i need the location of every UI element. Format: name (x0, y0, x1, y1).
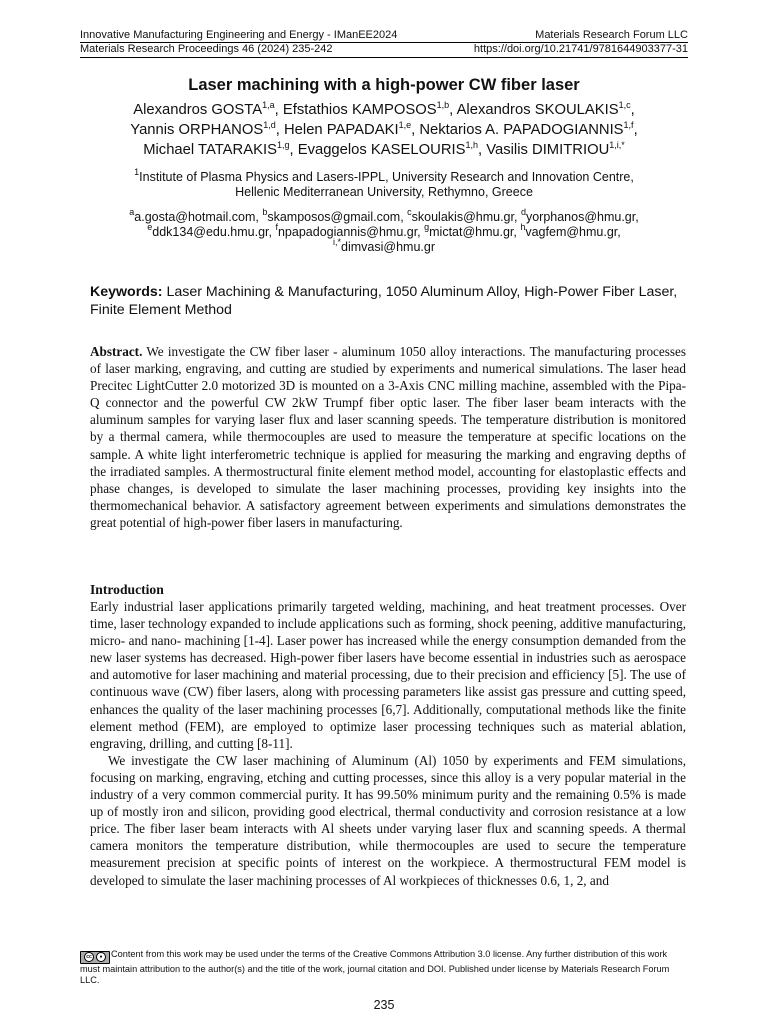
by-icon: ● (96, 952, 106, 962)
email-address[interactable]: vagfem@hmu.gr (525, 225, 618, 239)
keywords (90, 283, 686, 319)
author-sep: , (478, 142, 487, 158)
email-sup: d (520, 207, 526, 217)
affiliation-sup: 1 (134, 167, 140, 177)
email-address[interactable]: mictat@hmu.gr (429, 225, 514, 239)
keywords-text: Laser Machining & Manufacturing, 1050 Aluminum Alloy, High-Power Fiber Laser, Finite Element Method (90, 284, 678, 318)
email-sep: , (268, 225, 276, 239)
author-name: Alexandros SKOULAKIS (456, 102, 619, 118)
paper-title: Laser machining with a high-power CW fiber laser (188, 76, 580, 94)
email-sep: , (635, 210, 639, 224)
license-text: Content from this work may be used under the terms of the Creative Commons Attribution 3.0 license. Any further distribution of this work must maintain attribution to the author(s) and the title of the work, journal citation and DOI. Published under license by Materials Research Forum LLC. (80, 949, 670, 985)
affiliation (80, 167, 688, 200)
email-sup: f (275, 222, 278, 232)
author-sup: 1,d (263, 120, 276, 130)
author-name: Nektarios A. PAPADOGIANNIS (419, 122, 624, 138)
author-sup: 1,c (618, 100, 631, 110)
author-sup: 1,a (262, 100, 275, 110)
author-line-3 (80, 140, 688, 160)
intro-paragraph-2: We investigate the CW laser machining of Aluminum (Al) 1050 by experiments and FEM simulations, focusing on marking, engraving, etching and cutting processes, since this alloy is a very popular material in the industry of a very common commercial purity. It has 99.50% minimum purity and the remaining 0.5% is made up of mostly iron and silicon, providing good electrical, thermal conductivity and corrosion resistance at a low price. The fiber laser beam interacts with Al sheets under varying laser flux and scanning speeds. A thermal camera monitors the temperature distribution, while thermocouples are used to secure the temperature measurement precision at specific points of interest on the workpiece. A thermostructural FEM model is developed to simulate the laser machining processes of Al workpieces of thicknesses 0.6, 1, 2, and (90, 752, 686, 888)
abstract-text: We investigate the CW fiber laser - aluminum 1050 alloy interactions. The manufacturing processes of laser marking, engraving, and cutting are studied by experiments and numerical simulations. The laser head Precitec LightCutter 2.0 motorized 3D is mounted on a 3-Axis CNC milling machine, assembled with the Pipa-Q connector and the powerful CW 2kW Trumpf fiber optic laser. The fiber laser beam interacts with the aluminum samples for varying laser flux and laser scanning speeds. The temperature distribution is monitored by a thermal camera, while thermocouples are used to measure the temperature at specific locations on the sample. A white light interferometric technique is applied for measuring the marking and engraving depths of the irradiated samples. A thermostructural finite element method model, accounting for elastoplastic effects and phase changes, is developed to simulate the laser machining processes, providing key insights into the thermomechanical behavior. A satisfactory agreement between experiments and simulations demonstrates the great potential of high-power fiber lasers in manufacturing. (90, 344, 686, 530)
affiliation-line-1: Institute of Plasma Physics and Lasers-IPPL, University Research and Innovation Centre, (139, 170, 634, 184)
email-sup: e (147, 222, 153, 232)
author-sup: 1,e (398, 120, 412, 130)
email-sup: a (129, 207, 135, 217)
author-sep: , (411, 122, 420, 138)
author-name: Vasilis DIMITRIOU (486, 142, 610, 158)
author-sep: , (274, 102, 283, 118)
author-sup: 1,f (623, 120, 634, 130)
section-heading-introduction: Introduction (90, 582, 164, 597)
author-sep: , (289, 142, 298, 158)
cc-icon: cc (84, 952, 94, 962)
email-sup: h (520, 222, 526, 232)
author-name: Evaggelos KASELOURIS (297, 142, 466, 158)
email-list (80, 207, 688, 255)
email-sup: b (262, 207, 268, 217)
email-address[interactable]: a.gosta@hotmail.com (134, 210, 256, 224)
affiliation-line-2: Hellenic Mediterranean University, Rethymno, Greece (235, 185, 533, 199)
email-address[interactable]: dimvasi@hmu.gr (341, 240, 435, 254)
author-sep: , (449, 102, 457, 118)
email-sep: , (255, 210, 263, 224)
author-name: Helen PAPADAKI (284, 122, 399, 138)
intro-paragraph-1: Early industrial laser applications primarily targeted welding, machining, and heat treatment processes. Over time, laser technology expanded to include applications such as forming, shock peening, additive manufacturing, micro- and nano- machining [1-4]. Laser power has increased while the energy consumption demanded from the new laser systems has decreased. High-power fiber lasers have become essential in industries such as aerospace and automotive for laser machining and material processing, due to their precision and efficiency [5]. The use of continuous wave (CW) fiber lasers, along with processing parameters like assist gas pressure and cutting speed, enhances the quality of the laser machining processes [6,7]. Additionally, computational methods like the finite element method (FEM), are employed to optimize laser processing techniques such as material ablation, engraving, drilling, and cutting [8-11]. (90, 599, 686, 751)
introduction-body (90, 598, 686, 889)
author-sup: 1,b (436, 100, 450, 110)
email-sep: , (400, 210, 408, 224)
email-sup: i,* (333, 237, 342, 247)
abstract (90, 343, 686, 531)
email-sep: , (417, 225, 425, 239)
author-sup: 1,h (465, 140, 478, 150)
author-list (80, 100, 688, 160)
creative-commons-badge[interactable] (80, 951, 110, 964)
author-sep: , (630, 102, 635, 118)
conference-name: Innovative Manufacturing Engineering and Energy - IManEE2024 (80, 29, 398, 41)
author-sep: , (275, 122, 284, 138)
email-address[interactable]: npapadogiannis@hmu.gr (277, 225, 418, 239)
email-sup: g (424, 222, 430, 232)
license-notice (80, 949, 688, 987)
email-address[interactable]: skamposos@gmail.com (267, 210, 401, 224)
author-name: Michael TATARAKIS (143, 142, 277, 158)
page-number: 235 (373, 998, 395, 1012)
author-line-2 (80, 120, 688, 140)
abstract-label: Abstract. (90, 344, 143, 359)
email-sep: , (617, 225, 621, 239)
author-name: Alexandros GOSTA (133, 102, 263, 118)
doi-link[interactable]: https://doi.org/10.21741/9781644903377-31 (473, 43, 688, 55)
email-sep: , (513, 225, 521, 239)
author-line-1 (80, 100, 688, 120)
author-sup: 1,i,* (609, 140, 625, 150)
publisher-name: Materials Research Forum LLC (535, 29, 688, 41)
keywords-label: Keywords: (90, 284, 163, 300)
email-address[interactable]: skoulakis@hmu.gr (411, 210, 514, 224)
author-sup: 1,g (276, 140, 290, 150)
author-name: Yannis ORPHANOS (130, 122, 264, 138)
email-sep: , (513, 210, 521, 224)
email-sup: c (407, 207, 412, 217)
email-address[interactable]: yorphanos@hmu.gr (525, 210, 636, 224)
proceedings-info: Materials Research Proceedings 46 (2024) 235-242 (80, 43, 333, 55)
author-sep: , (633, 122, 638, 138)
running-header-bottom (80, 42, 688, 58)
author-name: Efstathios KAMPOSOS (282, 102, 437, 118)
email-address[interactable]: ddk134@edu.hmu.gr (152, 225, 269, 239)
running-header-top (80, 28, 688, 42)
